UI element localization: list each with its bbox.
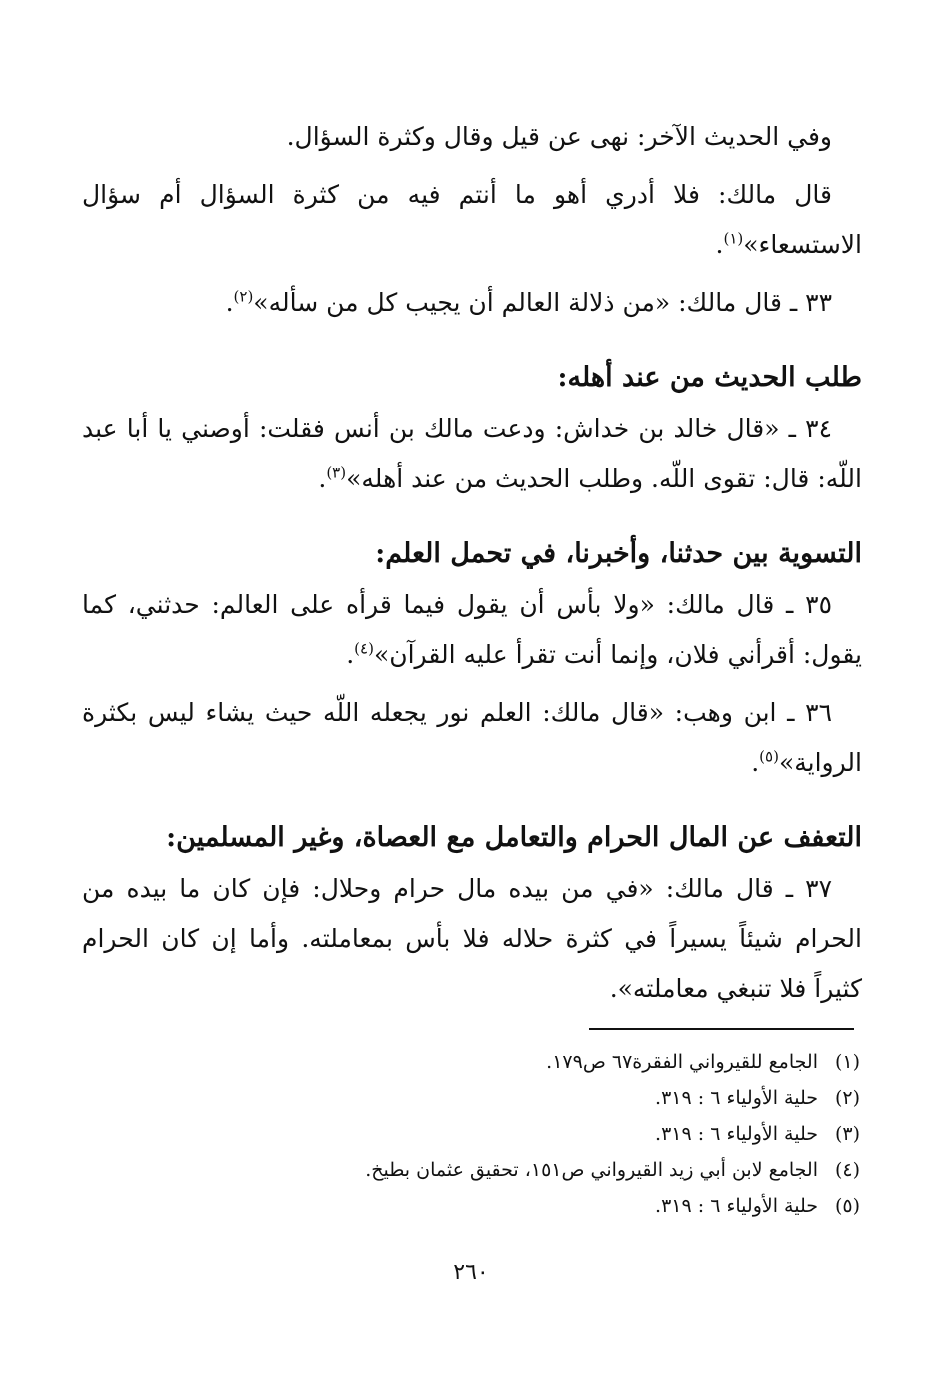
- paragraph: [82, 864, 862, 1014]
- paragraph-text: قال مالك: فلا أدري أهو ما أنتم فيه من كثرة السؤال أم سؤال الاستسعاء»: [82, 180, 862, 259]
- footnote-reference: (٥): [759, 747, 779, 766]
- footnote-text: الجامع لابن أبي زيد القيرواني ص١٥١، تحقيق عثمان بطيخ.: [365, 1159, 818, 1181]
- footnote: [80, 1044, 860, 1080]
- footnote-text: حلية الأولياء ٦ : ٣١٩.: [655, 1123, 818, 1145]
- footnote-text: الجامع للقيرواني الفقرة٦٧ ص١٧٩.: [546, 1051, 818, 1073]
- section-heading: طلب الحديث من عند أهله:: [557, 362, 862, 393]
- paragraph: ٣٤ ـ «قال خالد بن خداش: ودعت مالك بن أنس فقلت: أوصني يا أبا عبد اللّه: قال: تقوى اللّه. وطلب الحديث من عند أهله»$^{(٣)}$.: [82, 414, 862, 493]
- footnote-reference: (٤): [354, 639, 374, 658]
- footnote: [80, 1152, 860, 1188]
- page-number: ٢٦٠: [453, 1260, 489, 1285]
- paragraph-text: ٣٤ ـ «قال خالد بن خداش: ودعت مالك بن أنس فقلت: أوصني يا أبا عبد اللّه: قال: تقوى اللّه. وطلب الحديث من عند أهله»: [82, 414, 862, 493]
- footnote-reference: (١): [723, 229, 744, 248]
- footnote-number: (٤): [834, 1159, 860, 1181]
- footnote-number: (٢): [834, 1087, 860, 1109]
- footnote: [80, 1080, 860, 1116]
- paragraph: ٣٣ ـ قال مالك: «من ذلالة العالم أن يجيب كل من سأله»$^{(٢)}$.: [225, 287, 832, 317]
- paragraph: قال مالك: فلا أدري أهو ما أنتم فيه من كثرة السؤال أم سؤال الاستسعاء»$^{(١)}$.: [82, 180, 862, 259]
- footnotes: [80, 1044, 860, 1224]
- paragraph-text: ٣٧ ـ قال مالك: «في من بيده مال حرام وحلال: فإن كان ما بيده من الحرام شيئاً يسيراً في كثرة حلاله فلا بأس بمعاملته. وأما إن كان الحرام كثيراً فلا تنبغي معاملته».: [82, 874, 862, 1003]
- footnote-number: (٣): [834, 1123, 860, 1145]
- footnote-text: حلية الأولياء ٦ : ٣١٩.: [655, 1195, 818, 1217]
- paragraph-text: ٣٥ ـ قال مالك: «ولا بأس أن يقول فيما قرأه على العالم: حدثني، كما يقول: أقرأني فلان، وإنما أنت تقرأ عليه القرآن»: [82, 590, 862, 669]
- footnote: [80, 1188, 860, 1224]
- section-heading: التعفف عن المال الحرام والتعامل مع العصاة، وغير المسلمين:: [166, 822, 862, 853]
- footnote-number: (٥): [834, 1195, 860, 1217]
- footnote-divider: [589, 1028, 854, 1030]
- paragraph-text: ٣٦ ـ ابن وهب: «قال مالك: العلم نور يجعله اللّه حيث يشاء ليس بكثرة الرواية»: [82, 698, 862, 777]
- paragraph: [82, 112, 862, 162]
- section-heading: التسوية بين حدثنا، وأخبرنا، في تحمل العلم:: [375, 538, 862, 569]
- footnote-text: حلية الأولياء ٦ : ٣١٩.: [655, 1087, 818, 1109]
- paragraph-text: وفي الحديث الآخر: نهى عن قيل وقال وكثرة السؤال.: [286, 122, 832, 151]
- footnote: [80, 1116, 860, 1152]
- footnote-reference: (٢): [233, 287, 254, 306]
- paragraph: ٣٥ ـ قال مالك: «ولا بأس أن يقول فيما قرأه على العالم: حدثني، كما يقول: أقرأني فلان، وإنما أنت تقرأ عليه القرآن»$^{(٤)}$.: [82, 590, 862, 669]
- page-body: [82, 112, 862, 1022]
- paragraph: ٣٦ ـ ابن وهب: «قال مالك: العلم نور يجعله اللّه حيث يشاء ليس بكثرة الرواية»$^{(٥)}$.: [82, 698, 862, 777]
- footnote-number: (١): [834, 1051, 860, 1073]
- footnote-reference: (٣): [326, 463, 347, 482]
- paragraph-text: ٣٣ ـ قال مالك: «من ذلالة العالم أن يجيب كل من سأله»: [253, 288, 832, 317]
